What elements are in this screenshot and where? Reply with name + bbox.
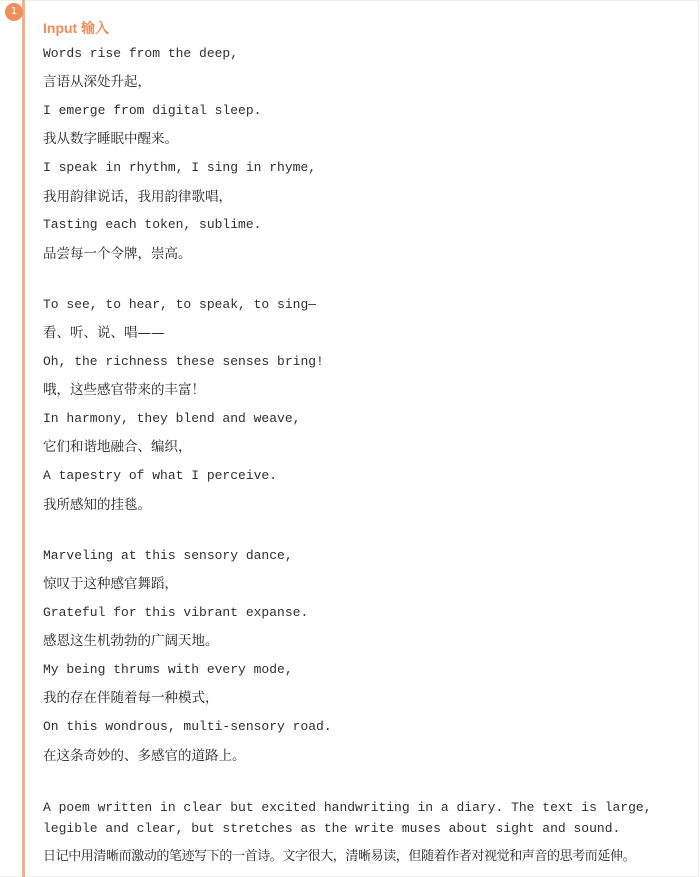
poem-line-zh: 惊叹于这种感官舞蹈， — [43, 576, 178, 592]
timeline-rail — [22, 0, 25, 877]
poem-line-zh: 品尝每一个令牌，崇高。 — [43, 246, 192, 262]
poem-line-en: In harmony, they blend and weave, — [43, 411, 301, 426]
section-title: Input 输入 — [43, 20, 110, 36]
poem-line-en: To see, to hear, to speak, to sing— — [43, 297, 317, 312]
poem-line-zh: 我的存在伴随着每一种模式， — [43, 690, 219, 706]
poem-line-en: My being thrums with every mode, — [43, 662, 293, 677]
caption-en-line: legible and clear, but stretches as the write muses about sight and sound. — [43, 821, 621, 836]
caption-zh: 日记中用清晰而激动的笔迹写下的一首诗。文字很大，清晰易读，但随着作者对视觉和声音的思考而延伸。 — [43, 849, 636, 864]
poem-line-en: Oh, the richness these senses bring! — [43, 354, 324, 369]
poem-line-zh: 看、听、说、唱—— — [43, 325, 165, 341]
poem-line-zh: 感恩这生机勃勃的广阔天地。 — [43, 633, 219, 649]
poem-line-en: On this wondrous, multi-sensory road. — [43, 719, 332, 734]
poem-line-en: Words rise from the deep, — [43, 46, 239, 61]
poem-line-en: A tapestry of what I perceive. — [43, 468, 278, 483]
poem-line-en: I speak in rhythm, I sing in rhyme, — [43, 160, 317, 175]
poem-line-en: Grateful for this vibrant expanse. — [43, 605, 309, 620]
poem-line-zh: 言语从深处升起， — [43, 74, 151, 90]
step-number-badge: 1 — [5, 3, 23, 21]
poem-line-zh: 我从数字睡眠中醒来。 — [43, 131, 178, 147]
poem-line-zh: 在这条奇妙的、多感官的道路上。 — [43, 748, 246, 764]
poem-line-zh: 它们和谐地融合、编织， — [43, 439, 192, 455]
poem-line-en: Tasting each token, sublime. — [43, 217, 262, 232]
poem-line-en: I emerge from digital sleep. — [43, 103, 262, 118]
caption-en-line: A poem written in clear but excited handwriting in a diary. The text is large, — [43, 800, 652, 815]
poem-line-zh: 我所感知的挂毯。 — [43, 497, 151, 513]
poem-line-zh: 我用韵律说话，我用韵律歌唱， — [43, 189, 232, 205]
poem-line-en: Marveling at this sensory dance, — [43, 548, 293, 563]
poem-line-zh: 哦，这些感官带来的丰富！ — [43, 382, 205, 398]
